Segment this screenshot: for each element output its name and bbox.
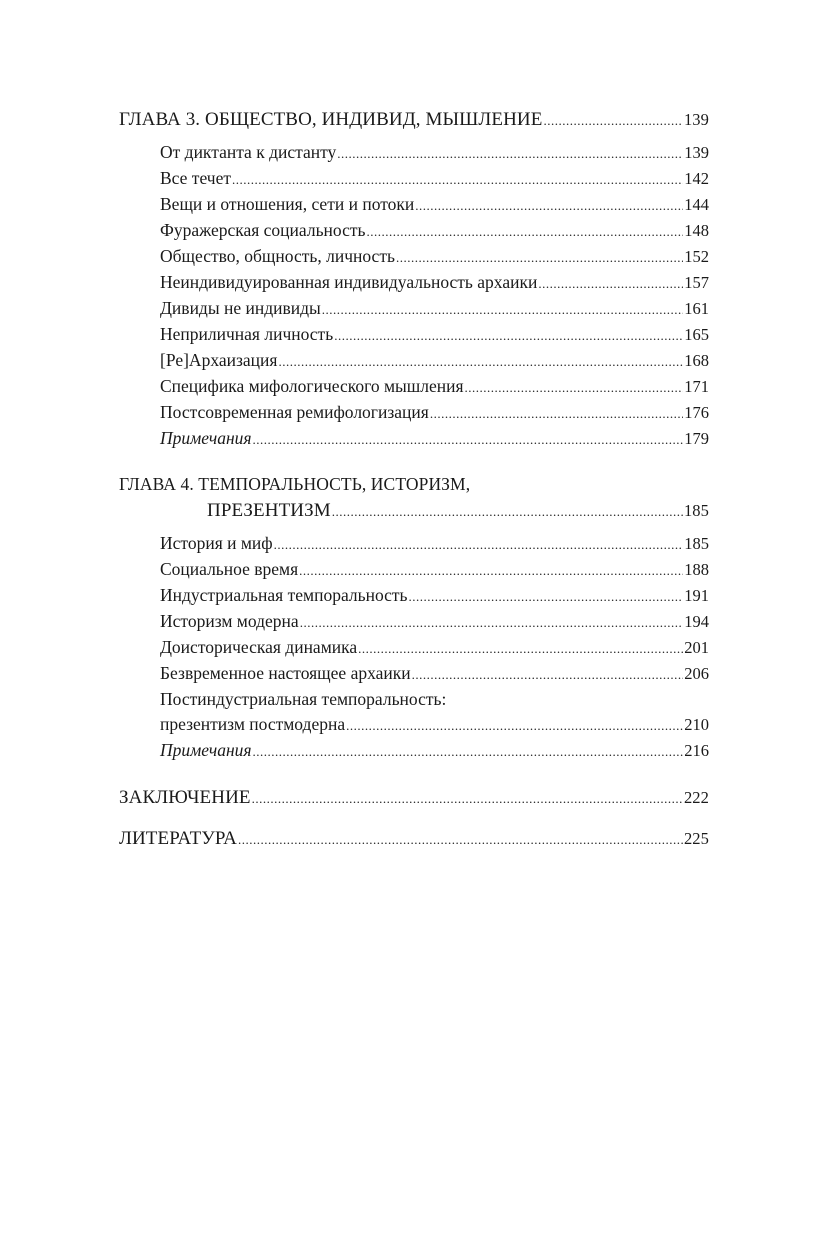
dot-leader <box>337 141 683 166</box>
dot-leader <box>543 107 683 134</box>
chapter-3-page: 139 <box>683 110 709 129</box>
toc-entry <box>119 270 709 296</box>
dot-leader <box>322 297 683 322</box>
toc-entry <box>119 244 709 270</box>
conclusion-title: ЗАКЛЮЧЕНИЕ <box>119 787 251 808</box>
dot-leader <box>367 219 684 244</box>
toc-entry-title: От диктанта к дистанту <box>160 142 337 162</box>
toc-entry <box>119 218 709 244</box>
toc-entry <box>119 400 709 426</box>
conclusion-entry <box>119 784 709 812</box>
toc-entry-page: 206 <box>684 664 709 683</box>
toc-entry-title: Безвременное настоящее архаики <box>160 663 411 683</box>
dot-leader <box>278 349 683 374</box>
toc-entry-page: 168 <box>684 351 709 370</box>
toc-entry-title: презентизм постмодерна <box>160 714 346 734</box>
dot-leader <box>253 739 684 764</box>
toc-entry-title: Доисторическая динамика <box>160 637 358 657</box>
toc-entry-page: 144 <box>684 195 709 214</box>
toc-entry-page: 210 <box>684 715 709 734</box>
dot-leader <box>299 558 683 583</box>
chapter-4-page: 185 <box>683 501 709 520</box>
toc-entry-notes <box>119 426 709 452</box>
toc-entry-notes <box>119 738 709 764</box>
toc-entry <box>119 348 709 374</box>
toc-entry-title: Постсовременная ремифологизация <box>160 402 429 422</box>
toc-entry-page: 161 <box>684 299 709 318</box>
toc-entry-title: Индустриальная темпоральность <box>160 585 408 605</box>
toc-entry-page: 185 <box>684 534 709 553</box>
toc-entry-multiline-line1: Постиндустриальная темпоральность: <box>160 689 447 709</box>
toc-entry-title: Вещи и отношения, сети и потоки <box>160 194 415 214</box>
toc-entry-page: 194 <box>684 612 709 631</box>
toc-entry <box>119 166 709 192</box>
dot-leader <box>358 636 683 661</box>
toc-entry-title: Неиндивидуированная индивидуальность архаики <box>160 272 538 292</box>
literature-entry <box>119 825 709 853</box>
toc-entry-title: [Ре]Архаизация <box>160 350 278 370</box>
toc-entry-page: 157 <box>684 273 709 292</box>
dot-leader <box>430 401 683 426</box>
dot-leader <box>465 375 684 400</box>
toc-entry-page: 216 <box>684 741 709 760</box>
conclusion-page: 222 <box>683 788 709 807</box>
dot-leader <box>232 167 683 192</box>
toc-entry <box>119 609 709 635</box>
toc-entry-title: Историзм модерна <box>160 611 299 631</box>
toc-entry <box>119 140 709 166</box>
toc-entry <box>119 557 709 583</box>
dot-leader <box>415 193 683 218</box>
dot-leader <box>238 826 683 853</box>
dot-leader <box>412 662 684 687</box>
toc-entry-title: Примечания <box>160 740 252 760</box>
literature-page: 225 <box>683 829 709 848</box>
toc-entry <box>119 635 709 661</box>
dot-leader <box>252 785 683 812</box>
dot-leader <box>346 713 683 738</box>
toc-entry-page: 179 <box>684 429 709 448</box>
toc-entry <box>119 374 709 400</box>
chapter-3-title: ГЛАВА 3. ОБЩЕСТВО, ИНДИВИД, МЫШЛЕНИЕ <box>119 109 543 130</box>
toc-entry-page: 176 <box>684 403 709 422</box>
dot-leader <box>300 610 684 635</box>
toc-entry-page: 171 <box>684 377 709 396</box>
dot-leader <box>334 323 683 348</box>
dot-leader <box>332 498 683 525</box>
toc-entry <box>119 296 709 322</box>
toc-entry <box>119 322 709 348</box>
toc-entry-title: Специфика мифологического мышления <box>160 376 464 396</box>
toc-entry-page: 142 <box>684 169 709 188</box>
toc-entry <box>119 661 709 687</box>
toc-entry-title: Общество, общность, личность <box>160 246 395 266</box>
dot-leader <box>274 532 684 557</box>
table-of-contents <box>119 106 709 853</box>
toc-entry-title: Социальное время <box>160 559 299 579</box>
toc-entry-page: 139 <box>684 143 709 162</box>
chapter-4-title-line2: ПРЕЗЕНТИЗМ <box>207 500 331 521</box>
toc-entry-page: 152 <box>684 247 709 266</box>
chapter-3-heading <box>119 106 709 134</box>
toc-entry <box>119 712 709 738</box>
dot-leader <box>253 427 684 452</box>
toc-entry-title: История и миф <box>160 533 273 553</box>
toc-entry <box>119 583 709 609</box>
chapter-4-title-line1: ГЛАВА 4. ТЕМПОРАЛЬНОСТЬ, ИСТОРИЗМ, <box>119 474 471 494</box>
dot-leader <box>409 584 684 609</box>
toc-entry-title: Все течет <box>160 168 231 188</box>
toc-entry-title: Неприличная личность <box>160 324 334 344</box>
literature-title: ЛИТЕРАТУРА <box>119 828 237 849</box>
dot-leader <box>538 271 683 296</box>
toc-entry-page: 165 <box>684 325 709 344</box>
toc-entry-page: 188 <box>684 560 709 579</box>
toc-entry-page: 191 <box>684 586 709 605</box>
toc-entry-title: Примечания <box>160 428 252 448</box>
toc-entry-page: 201 <box>684 638 709 657</box>
toc-entry-title: Фуражерская социальность <box>160 220 366 240</box>
toc-entry-title: Дивиды не индивиды <box>160 298 321 318</box>
toc-entry-page: 148 <box>684 221 709 240</box>
toc-entry <box>119 531 709 557</box>
dot-leader <box>396 245 683 270</box>
toc-entry <box>119 192 709 218</box>
chapter-4-heading <box>119 497 709 525</box>
